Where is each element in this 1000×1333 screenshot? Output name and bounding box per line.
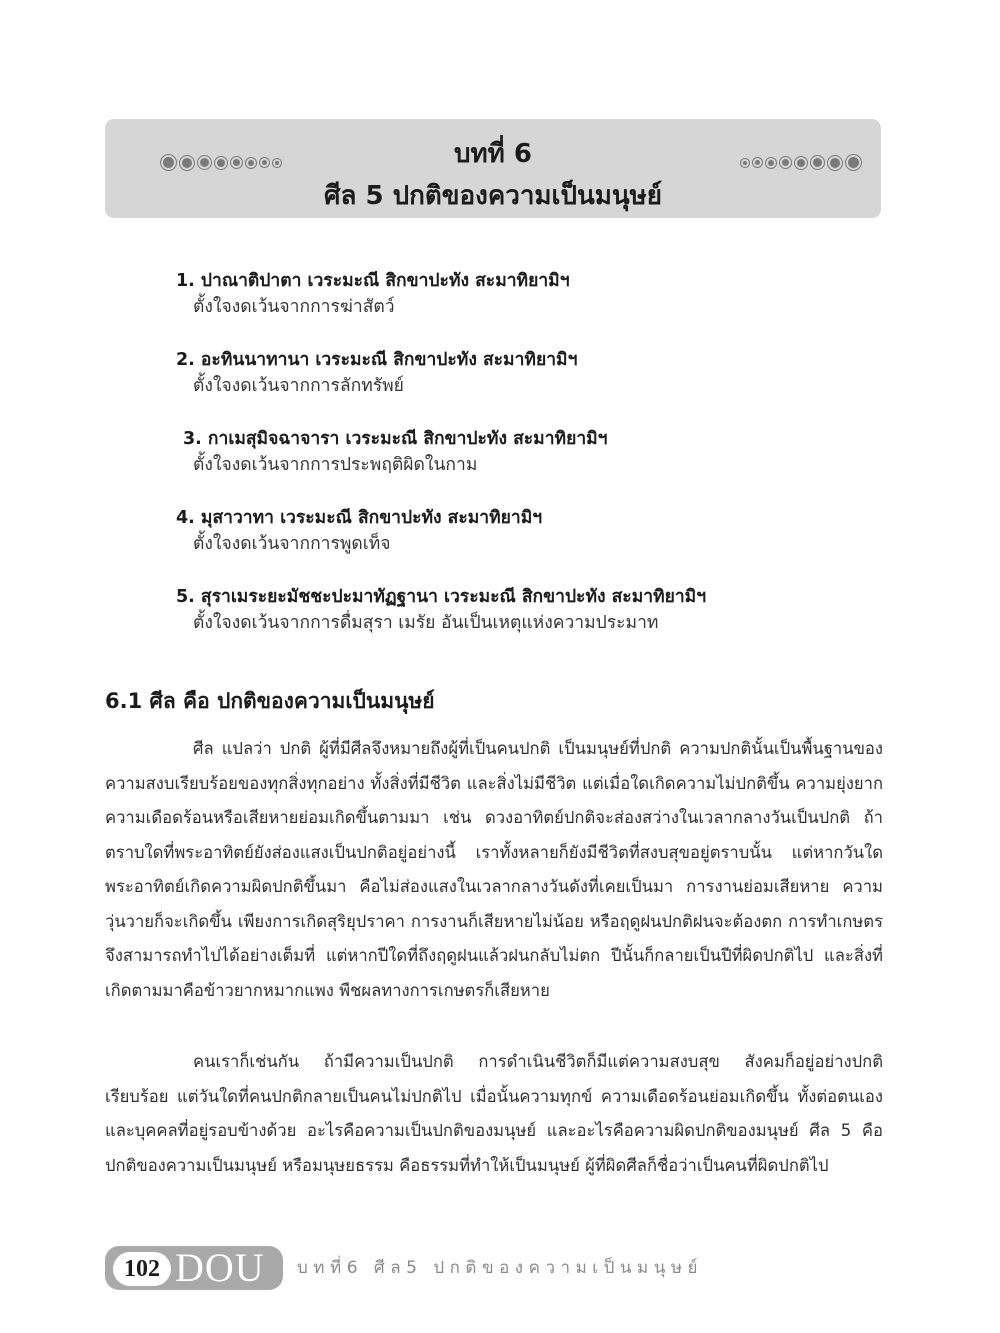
precept-item [176,505,896,584]
precept-item [176,268,896,347]
precept-pali: 1. ปาณาติปาตา เวระมะณี สิกขาปะทัง สะมาทิยามิฯ [176,271,570,291]
chapter-header [105,119,881,218]
precept-meaning: ตั้งใจงดเว้นจากการดื่มสุรา เมรัย อันเป็นเหตุแห่งความประมาท [193,613,659,633]
page-number: 102 [113,1252,171,1286]
precept-meaning: ตั้งใจงดเว้นจากการลักทรัพย์ [193,376,404,396]
body-paragraph: ศีล แปลว่า ปกติ ผู้ที่มีศีลจึงหมายถึงผู้ที่เป็นคนปกติ เป็นมนุษย์ที่ปกติ ความปกตินั้นเป็นพื้นฐานของความสงบเรียบร้อยของทุกสิ่งทุกอย่าง ทั้งสิ่งที่มีชีวิต และสิ่งไม่มีชีวิต แต่เมื่อใดเกิดความไม่ปกติขึ้น ความยุ่งยาก ความเดือดร้อนหรือเสียหายย่อมเกิดขึ้นตามมา เช่น ดวงอาทิตย์ปกติจะส่องสว่างในเวลากลางวันเป็นปกติ ถ้าตราบใดที่พระอาทิตย์ยังส่องแสงเป็นปกติอยู่อย่างนี้ เราทั้งหลายก็ยังมีชีวิตที่สงบสุขอยู่ตราบนั้น แต่หากวันใดพระอาทิตย์เกิดความผิดปกติขึ้นมา คือไม่ส่องแสงในเวลากลางวันดังที่เคยเป็นมา การงานย่อมเสียหาย ความวุ่นวายก็จะเกิดขึ้น เพียงการเกิดสุริยุปราคา การงานก็เสียหายไม่น้อย หรือฤดูฝนปกติฝนจะต้องตก การทำเกษตรจึงสามารถทำไปได้อย่างเต็มที่ แต่หากปีใดที่ถึงฤดูฝนแล้วฝนกลับไม่ตก ปีนั้นก็กลายเป็นปีที่ผิดปกติไป และสิ่งที่เกิดตามมาคือข้าวยากหมากแพง พืชผลทางการเกษตรก็เสียหาย [105,739,883,1000]
decorative-dots-right [739,157,863,168]
chapter-label: บทที่ 6 [454,139,532,169]
precept-pali: 4. มุสาวาทา เวระมะณี สิกขาปะทัง สะมาทิยามิฯ [176,508,543,528]
brand-logo: DOU [175,1245,265,1290]
precept-pali: 5. สุราเมระยะมัชชะปะมาทัฏฐานา เวระมะณี สิกขาปะทัง สะมาทิยามิฯ [176,587,707,607]
chapter-title: ศีล 5 ปกติของความเป็นมนุษย์ [323,181,663,211]
precept-meaning: ตั้งใจงดเว้นจากการฆ่าสัตว์ [193,297,395,317]
page-footer [105,1242,905,1290]
running-title: บทที่6 ศีล5 ปกติของความเป็นมนุษย์ [297,1258,703,1278]
body-paragraph: คนเราก็เช่นกัน ถ้ามีความเป็นปกติ การดำเนินชีวิตก็มีแต่ความสงบสุข สังคมก็อยู่อย่างปกติเรียบร้อย แต่วันใดที่คนปกติกลายเป็นคนไม่ปกติไป เมื่อนั้นความทุกข์ ความเดือดร้อนย่อมเกิดขึ้น ทั้งต่อตนเองและบุคคลที่อยู่รอบข้างด้วย อะไรคือความเป็นปกติของมนุษย์ และอะไรคือความผิดปกติของมนุษย์ ศีล 5 คือปกติของความเป็นมนุษย์ หรือมนุษยธรรม คือธรรมที่ทำให้เป็นมนุษย์ ผู้ที่ผิดศีลก็ชื่อว่าเป็นคนที่ผิดปกติไป [105,1052,883,1175]
footer-badge [105,1246,283,1290]
precept-meaning: ตั้งใจงดเว้นจากการพูดเท็จ [193,534,391,554]
section-heading: 6.1 ศีล คือ ปกติของความเป็นมนุษย์ [105,689,435,713]
precept-item [176,584,896,663]
precept-meaning: ตั้งใจงดเว้นจากการประพฤติผิดในกาม [193,455,478,475]
precept-item [183,426,896,505]
precept-list [176,268,896,663]
precept-item [176,347,896,426]
precept-pali: 3. กาเมสุมิจฉาจารา เวระมะณี สิกขาปะทัง สะมาทิยามิฯ [183,429,608,449]
precept-pali: 2. อะทินนาทานา เวระมะณี สิกขาปะทัง สะมาทิยามิฯ [176,350,578,370]
